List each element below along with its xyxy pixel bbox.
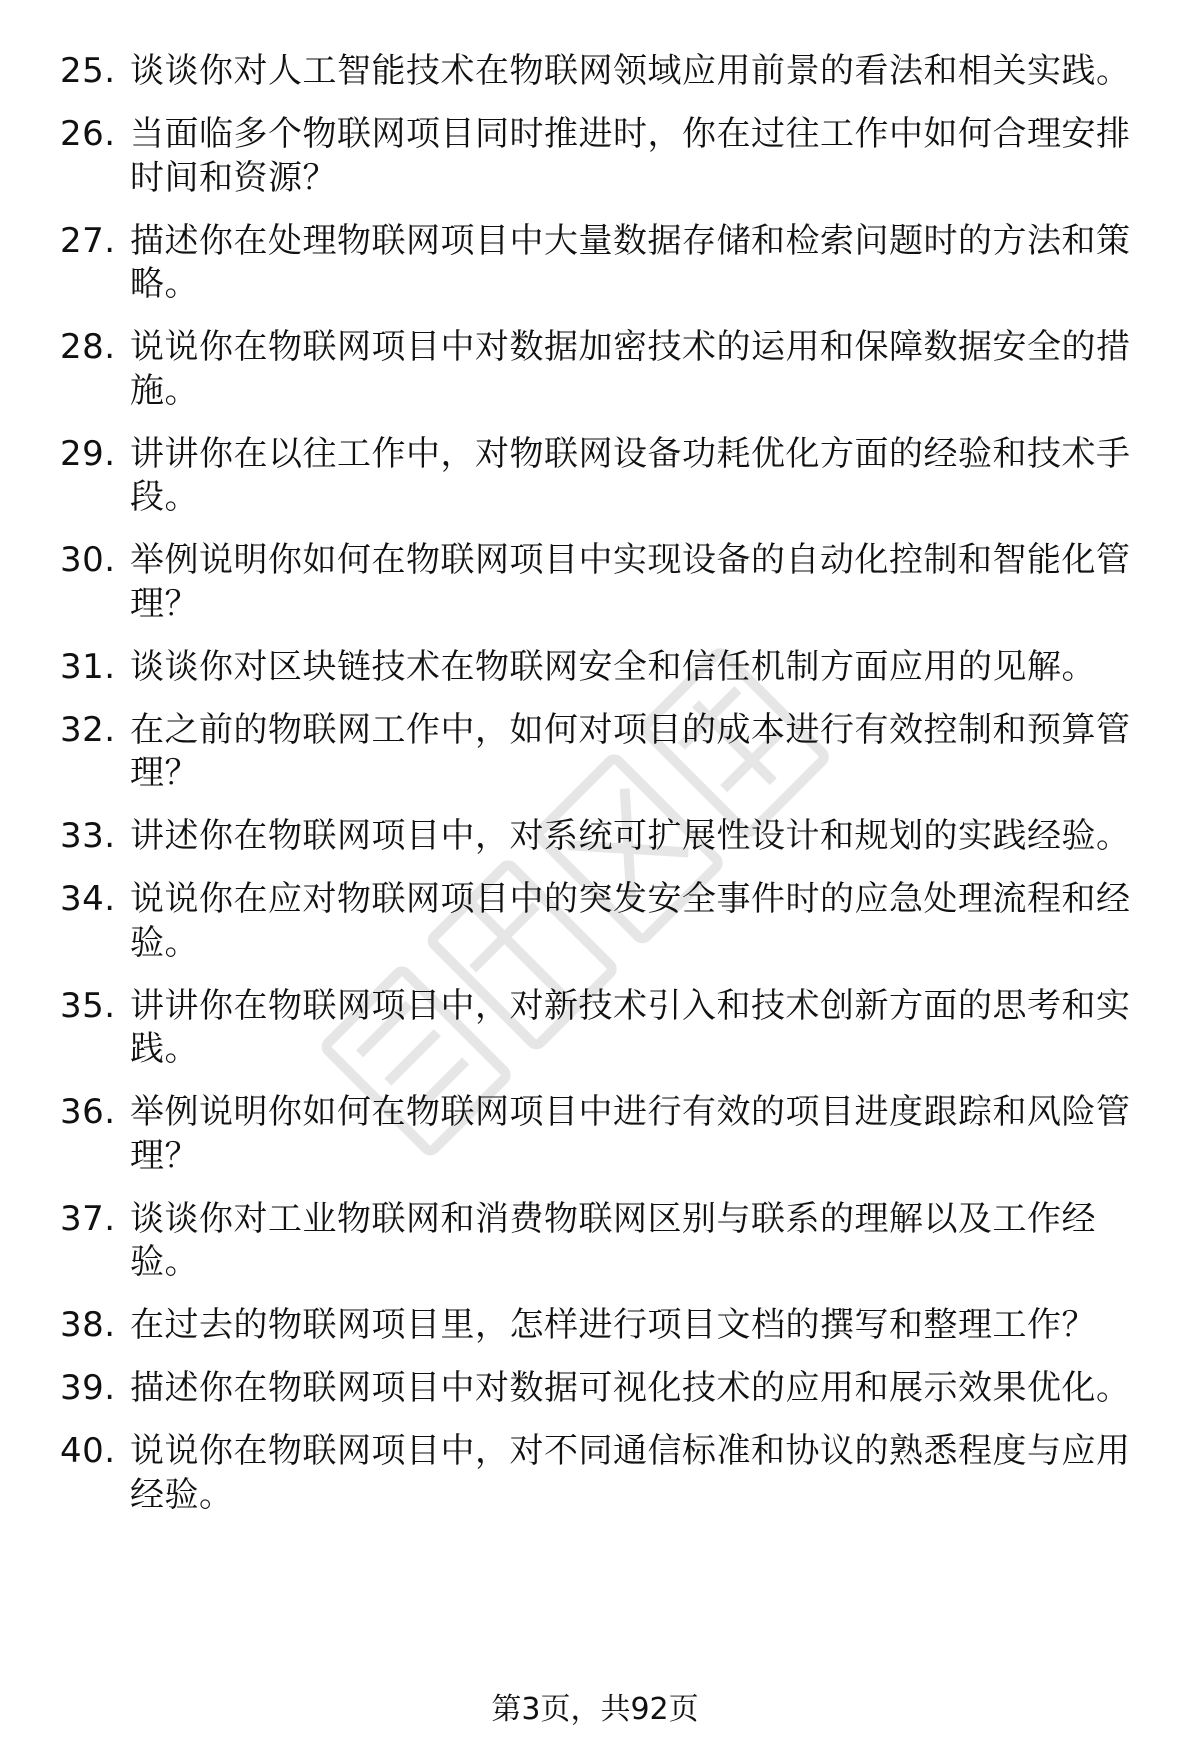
question-text: 描述你在物联网项目中对数据可视化技术的应用和展示效果优化。 xyxy=(130,1368,1131,1408)
list-item xyxy=(60,1367,1150,1411)
list-item xyxy=(60,433,1150,520)
list-item xyxy=(60,1430,1150,1517)
question-text: 说说你在物联网项目中对数据加密技术的运用和保障数据安全的措施。 xyxy=(130,327,1131,411)
question-text: 讲述你在物联网项目中，对系统可扩展性设计和规划的实践经验。 xyxy=(130,816,1131,856)
question-number: 39. xyxy=(60,1368,116,1408)
question-text: 在之前的物联网工作中，如何对项目的成本进行有效控制和预算管理？ xyxy=(130,709,1131,793)
question-number: 34. xyxy=(60,879,116,919)
question-text: 描述你在处理物联网项目中大量数据存储和检索问题时的方法和策略。 xyxy=(130,220,1131,304)
list-item xyxy=(60,539,1150,626)
question-number: 29. xyxy=(60,433,116,474)
question-text: 举例说明你如何在物联网项目中实现设备的自动化控制和智能化管理？ xyxy=(130,540,1131,624)
question-number: 31. xyxy=(60,646,116,687)
question-number: 37. xyxy=(60,1198,116,1239)
page-number-label: 第3页，共92页 xyxy=(491,1692,699,1727)
question-number: 35. xyxy=(60,985,116,1026)
question-number: 28. xyxy=(60,327,116,367)
list-item xyxy=(60,815,1150,859)
question-text: 谈谈你对区块链技术在物联网安全和信任机制方面应用的见解。 xyxy=(130,646,1096,687)
list-item xyxy=(60,1198,1150,1285)
list-item xyxy=(60,50,1150,94)
list-item xyxy=(60,113,1150,200)
list-item xyxy=(60,878,1150,965)
question-number: 32. xyxy=(60,709,116,750)
question-text: 当面临多个物联网项目同时推进时，你在过往工作中如何合理安排时间和资源？ xyxy=(130,114,1131,198)
question-text: 说说你在物联网项目中，对不同通信标准和协议的熟悉程度与应用经验。 xyxy=(130,1431,1131,1515)
list-item xyxy=(60,646,1150,690)
question-number: 40. xyxy=(60,1431,116,1471)
question-list xyxy=(60,50,1150,1537)
list-item xyxy=(60,220,1150,307)
list-item xyxy=(60,1091,1150,1178)
question-number: 25. xyxy=(60,51,116,91)
list-item xyxy=(60,1304,1150,1348)
question-number: 36. xyxy=(60,1092,116,1132)
question-number: 30. xyxy=(60,540,116,580)
question-text: 在过去的物联网项目里，怎样进行项目文档的撰写和整理工作？ xyxy=(130,1305,1096,1345)
page-footer xyxy=(0,1690,1190,1730)
question-text: 讲讲你在以往工作中，对物联网设备功耗优化方面的经验和技术手段。 xyxy=(130,433,1131,517)
question-text: 举例说明你如何在物联网项目中进行有效的项目进度跟踪和风险管理？ xyxy=(130,1092,1131,1176)
list-item xyxy=(60,985,1150,1072)
question-text: 说说你在应对物联网项目中的突发安全事件时的应急处理流程和经验。 xyxy=(130,879,1131,963)
list-item xyxy=(60,326,1150,413)
question-number: 26. xyxy=(60,114,116,154)
question-number: 27. xyxy=(60,220,116,261)
question-text: 谈谈你对工业物联网和消费物联网区别与联系的理解以及工作经验。 xyxy=(130,1198,1096,1282)
question-number: 38. xyxy=(60,1305,116,1345)
question-text: 谈谈你对人工智能技术在物联网领域应用前景的看法和相关实践。 xyxy=(130,51,1131,91)
question-number: 33. xyxy=(60,816,116,856)
question-text: 讲讲你在物联网项目中，对新技术引入和技术创新方面的思考和实践。 xyxy=(130,985,1131,1069)
list-item xyxy=(60,709,1150,796)
